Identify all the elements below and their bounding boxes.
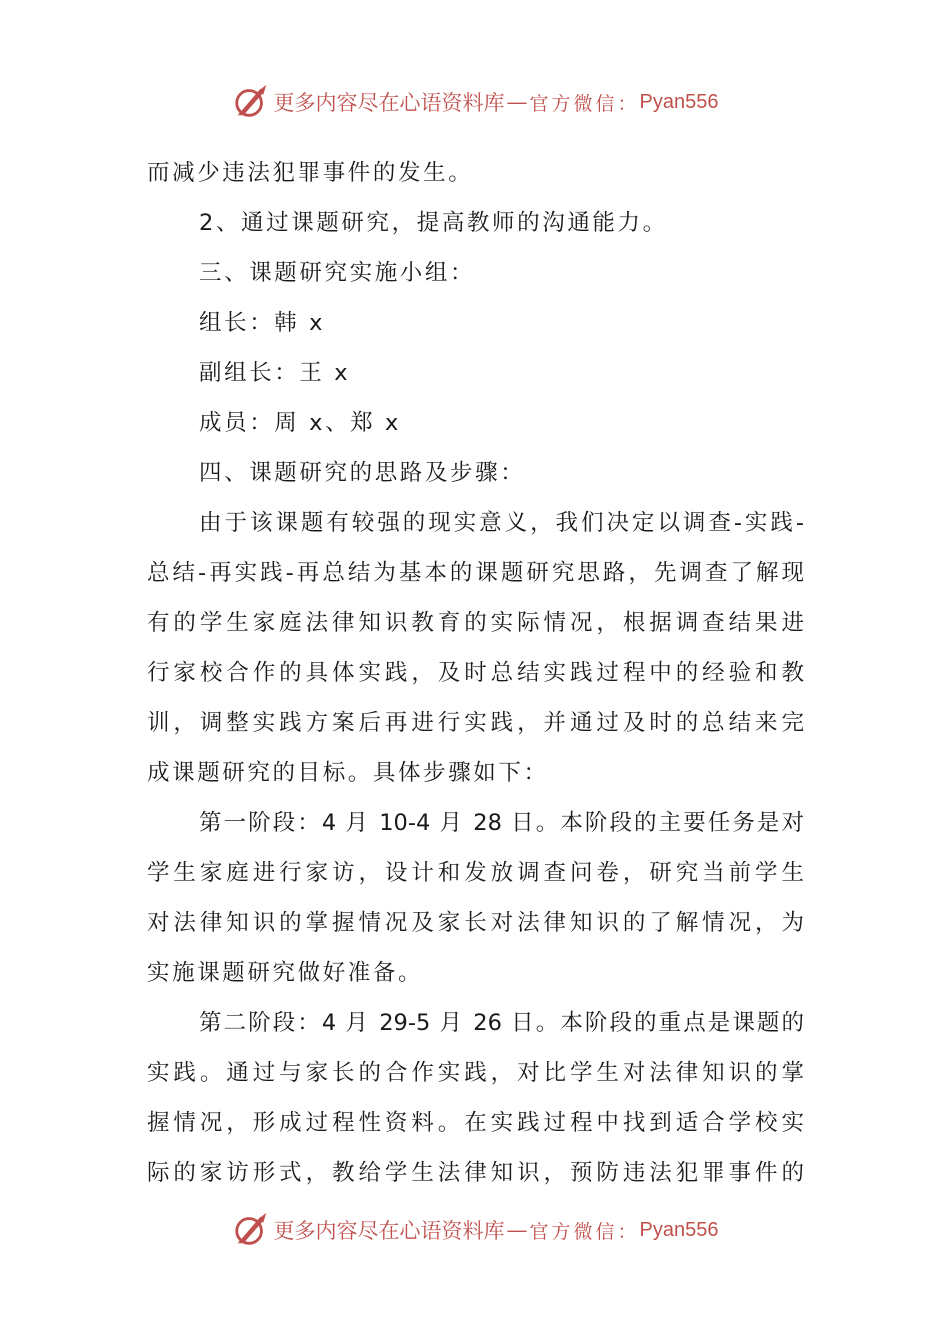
paragraph-line: 由于该课题有较强的现实意义，我们决定以调查-实践- bbox=[199, 510, 804, 536]
section-heading-3: 三、课题研究实施小组： bbox=[199, 260, 476, 286]
stage-two-line: 实践。通过与家长的合作实践，对比学生对法律知识的掌 bbox=[147, 1060, 804, 1086]
stage-two-line: 第二阶段：4 月 29-5 月 26 日。本阶段的重点是课题的 bbox=[199, 1010, 804, 1036]
banner-site-name: 更多内容尽在心语资料库 bbox=[273, 1219, 505, 1243]
group-leader: 组长：韩 x bbox=[199, 310, 326, 336]
banner-wechat-id: Pyan556 bbox=[639, 1218, 719, 1241]
banner-dash: — bbox=[506, 1218, 528, 1242]
members: 成员：周 x、郑 x bbox=[199, 410, 401, 436]
banner-wechat-id: Pyan556 bbox=[639, 90, 719, 113]
stage-two-line: 握情况，形成过程性资料。在实践过程中找到适合学校实 bbox=[147, 1110, 804, 1136]
stage-two-line: 际的家访形式，教给学生法律知识，预防违法犯罪事件的 bbox=[147, 1160, 804, 1186]
paragraph-line: 总结-再实践-再总结为基本的课题研究思路，先调查了解现 bbox=[147, 560, 804, 586]
section-heading-4: 四、课题研究的思路及步骤： bbox=[199, 460, 526, 486]
paragraph-line: 训，调整实践方案后再进行实践，并通过及时的总结来完 bbox=[147, 710, 804, 736]
stage-one-line: 实施课题研究做好准备。 bbox=[147, 960, 424, 986]
banner-dash: — bbox=[506, 90, 528, 114]
paragraph-line: 行家校合作的具体实践，及时总结实践过程中的经验和教 bbox=[147, 660, 804, 686]
document-body bbox=[147, 148, 804, 1198]
stage-one-line: 第一阶段：4 月 10-4 月 28 日。本阶段的主要任务是对 bbox=[199, 810, 804, 836]
paragraph-line: 有的学生家庭法律知识教育的实际情况，根据调查结果进 bbox=[147, 610, 804, 636]
deputy-leader: 副组长：王 x bbox=[199, 360, 351, 386]
paragraph-line: 成课题研究的目标。具体步骤如下： bbox=[147, 760, 549, 786]
header-banner bbox=[0, 82, 950, 122]
banner-wechat-label: 官方微信： bbox=[529, 92, 640, 115]
quill-logo-icon bbox=[232, 1211, 270, 1249]
quill-logo-icon bbox=[232, 83, 270, 121]
stage-one-line: 学生家庭进行家访，设计和发放调查问卷，研究当前学生 bbox=[147, 860, 804, 886]
banner-wechat-label: 官方微信： bbox=[529, 1220, 640, 1243]
banner-site-name: 更多内容尽在心语资料库 bbox=[273, 91, 505, 115]
stage-one-line: 对法律知识的掌握情况及家长对法律知识的了解情况，为 bbox=[147, 910, 804, 936]
footer-banner bbox=[0, 1210, 950, 1250]
text-line-2: 2、通过课题研究，提高教师的沟通能力。 bbox=[199, 210, 668, 236]
text-line-1: 而减少违法犯罪事件的发生。 bbox=[147, 160, 474, 186]
